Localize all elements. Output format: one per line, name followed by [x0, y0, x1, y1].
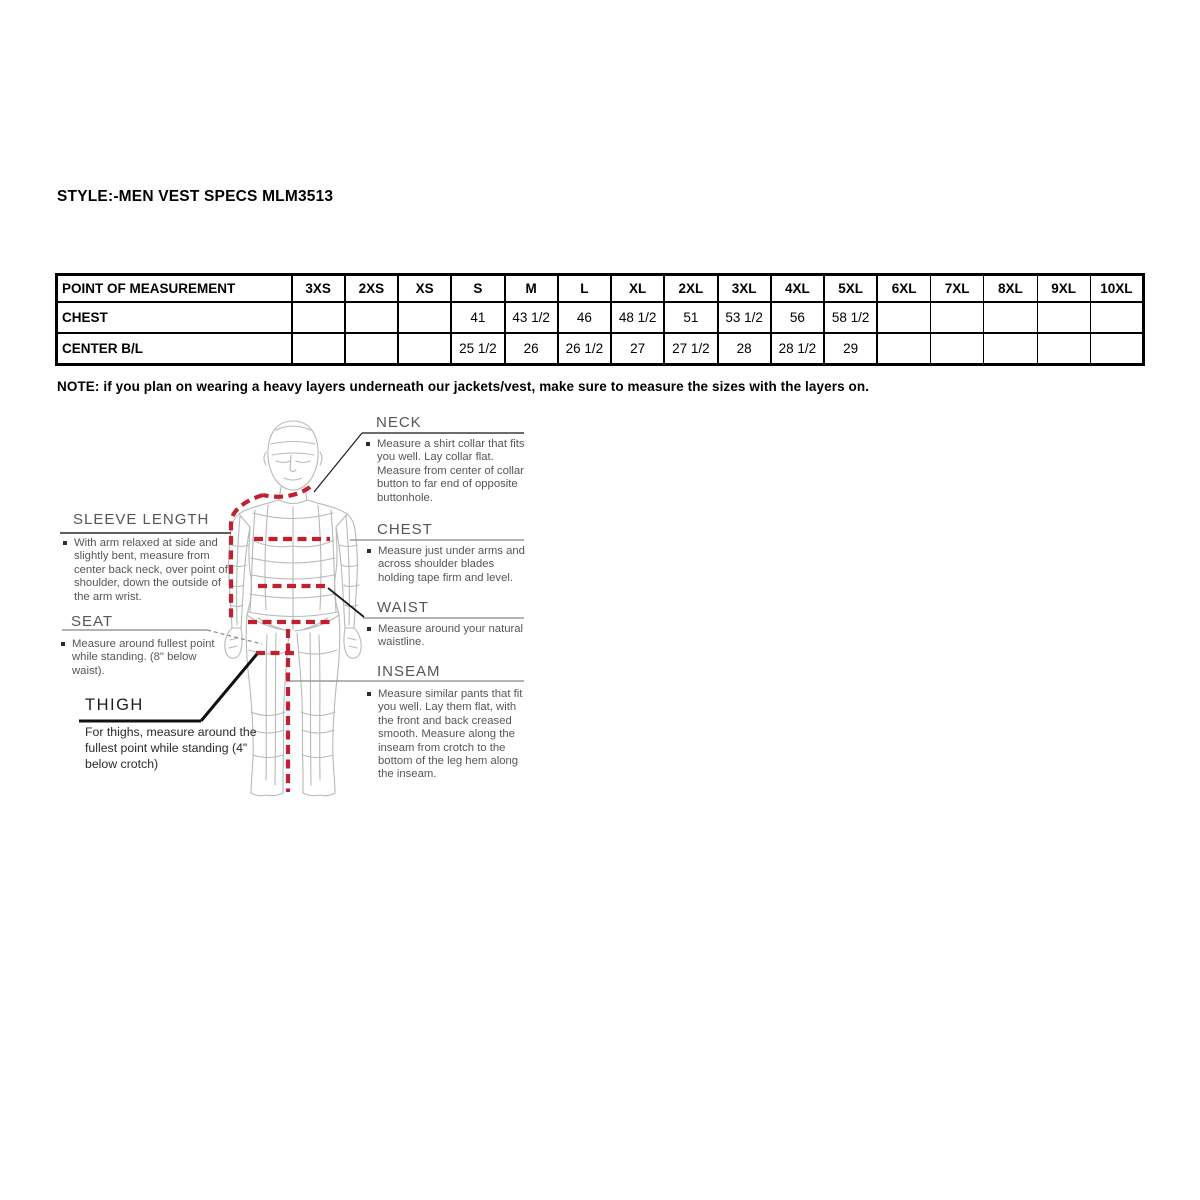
column-header: 5XL: [824, 275, 877, 303]
waist-tip-text: Measure around your natural waistline.: [378, 623, 524, 649]
column-header: 2XS: [345, 275, 398, 303]
sleeve-length-tip-text: With arm relaxed at side and slightly bent, measure from center back neck, over point of shoulder, down the outside of the arm wrist.: [74, 537, 228, 603]
size-value-cell: 27 1/2: [664, 333, 717, 365]
thigh-tip: [85, 725, 272, 772]
column-header: 10XL: [1090, 275, 1143, 303]
size-value-cell: 41: [451, 302, 504, 333]
column-header: 6XL: [877, 275, 930, 303]
column-header: 8XL: [984, 275, 1037, 303]
size-value-cell: 48 1/2: [611, 302, 664, 333]
size-value-cell: 56: [771, 302, 824, 333]
neck-tip: [365, 438, 531, 505]
seat-label: SEAT: [71, 613, 114, 630]
size-value-cell: 53 1/2: [718, 302, 771, 333]
size-value-cell: 28: [718, 333, 771, 365]
waist-tip: [366, 623, 532, 650]
seat-tip-text: Measure around fullest point while standing. (8" below waist).: [72, 638, 215, 677]
column-header: 2XL: [664, 275, 717, 303]
chest-tip: [366, 545, 532, 585]
size-value-cell: 46: [558, 302, 611, 333]
neck-label: NECK: [376, 414, 422, 431]
size-value-cell: 29: [824, 333, 877, 365]
chest-label: CHEST: [377, 521, 433, 538]
row-label: CHEST: [57, 302, 292, 333]
column-header: XS: [398, 275, 451, 303]
column-header: L: [558, 275, 611, 303]
column-header: 3XL: [718, 275, 771, 303]
chest-tip-text: Measure just under arms and across shoulder blades holding tape firm and level.: [378, 545, 525, 584]
size-value-cell: 28 1/2: [771, 333, 824, 365]
size-value-cell: 58 1/2: [824, 302, 877, 333]
sleeve-length-tip: [62, 537, 232, 604]
thigh-tip-text: For thighs, measure around the fullest point while standing (4" below crotch): [85, 725, 257, 771]
seat-tip: [60, 638, 226, 678]
column-header: M: [505, 275, 558, 303]
bullet-icon: [367, 627, 371, 631]
bullet-icon: [63, 541, 67, 545]
inseam-tip: [366, 688, 532, 782]
column-header: POINT OF MEASUREMENT: [57, 275, 292, 303]
size-value-cell: 26: [505, 333, 558, 365]
inseam-tip-text: Measure similar pants that fit you well. Lay them flat, with the front and back creased smooth. Measure along the inseam from crotch to the bottom of the leg hem along the inseam.: [378, 688, 523, 781]
size-value-cell: 25 1/2: [451, 333, 504, 365]
bullet-icon: [367, 549, 371, 553]
column-header: 7XL: [931, 275, 984, 303]
inseam-label: INSEAM: [377, 663, 441, 680]
bullet-icon: [366, 442, 370, 446]
column-header: 9XL: [1037, 275, 1090, 303]
column-header: XL: [611, 275, 664, 303]
sleeve-length-label: SLEEVE LENGTH: [73, 511, 210, 528]
note-text: NOTE: if you plan on wearing a heavy layers underneath our jackets/vest, make sure to measure the sizes with the layers on.: [57, 379, 870, 394]
waist-label: WAIST: [377, 599, 429, 616]
size-value-cell: 43 1/2: [505, 302, 558, 333]
bullet-icon: [61, 642, 65, 646]
neck-tip-text: Measure a shirt collar that fits you well. Lay collar flat. Measure from center of collar button to far end of opposite buttonhole.: [377, 438, 525, 504]
column-header: 3XS: [292, 275, 345, 303]
size-value-cell: 51: [664, 302, 717, 333]
column-header: 4XL: [771, 275, 824, 303]
bullet-icon: [367, 692, 371, 696]
size-value-cell: 26 1/2: [558, 333, 611, 365]
column-header: S: [451, 275, 504, 303]
row-label: CENTER B/L: [57, 333, 292, 365]
size-value-cell: 27: [611, 333, 664, 365]
page-title: STYLE:-MEN VEST SPECS MLM3513: [57, 188, 334, 205]
thigh-label: THIGH: [85, 696, 144, 714]
